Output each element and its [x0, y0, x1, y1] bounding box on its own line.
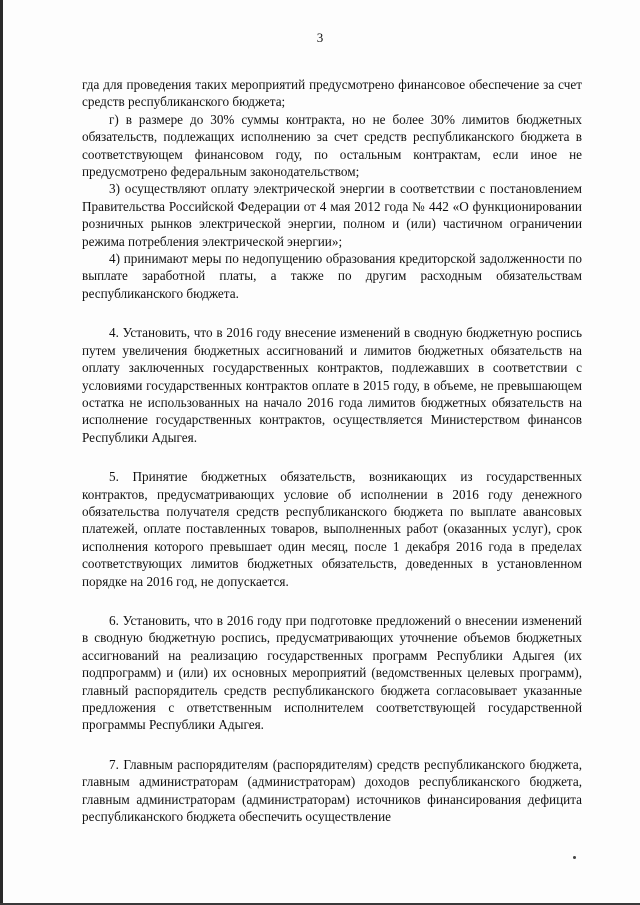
paragraph-section-4: 4. Установить, что в 2016 году внесение изменений в сводную бюджетную роспись путем увеличения бюджетных ассигнований и лимитов бюджетных обязательств на оплату заключенных государственных контрактов, подлежавших в соответствии с условиями государственных контрактов оплате в 2015 году, в объеме, не превышающем остатка не использованных на начало 2016 года лимитов бюджетных обязательств на исполнение государственных контрактов, осуществляется Министерством финансов Республики Адыгея. — [82, 325, 582, 445]
document-body — [82, 76, 582, 825]
page-number: 3 — [316, 30, 324, 45]
paragraph-section-5: 5. Принятие бюджетных обязательств, возникающих из государственных контрактов, предусматривающих условие об исполнении в 2016 году денежного обязательства получателя средств республиканского бюджета по выплате авансовых платежей, оплате поставленных товаров, выполненных работ (оказанных услуг), срок исполнения которого превышает один месяц, после 1 декабря 2016 года в пределах соответствующих лимитов бюджетных обязательств, доведенных в установленном порядке на 2016 год, не допускается. — [82, 469, 582, 589]
paragraph-section-7: 7. Главным распорядителям (распорядителям) средств республиканского бюджета, главным администраторам (администраторам) доходов республиканского бюджета, главным администраторам (администраторам) источников финансирования дефицита республиканского бюджета обеспечить осуществление — [82, 756, 582, 825]
paragraph-item-4: 4) принимают меры по недопущению образования кредиторской задолженности по выплате заработной платы, а также по другим расходным обязательствам республиканского бюджета. — [82, 251, 582, 301]
paragraph-item-g: г) в размере до 30% суммы контракта, но не более 30% лимитов бюджетных обязательств, подлежащих исполнению за счет средств республиканского бюджета в соответствующем финансовом году, по остальным контрактам, если иное не предусмотрено федеральным законодательством; — [82, 111, 582, 180]
scan-speck — [573, 856, 576, 859]
paragraph-gap — [82, 590, 582, 612]
paragraph-section-6: 6. Установить, что в 2016 году при подготовке предложений о внесении изменений в сводную бюджетную роспись, предусматривающих уточнение объемов бюджетных ассигнований на реализацию государственных программ Республики Адыгея (их подпрограмм) и (или) их основных мероприятий (ведомственных целевых программ), главный распорядитель средств республиканского бюджета согласовывает указанные предложения с ответственным исполнителем соответствующей государственной программы Республики Адыгея. — [82, 612, 582, 733]
paragraph-gap — [82, 734, 582, 756]
scan-left-edge — [0, 0, 3, 905]
paragraph-item-3: 3) осуществляют оплату электрической энергии в соответствии с постановлением Правительства Российской Федерации от 4 мая 2012 года № 442 «О функционировании розничных рынков электрической энергии, полном и (или) частичном ограничении режима потребления электрической энергии»; — [82, 181, 582, 249]
paragraph-continuation: гда для проведения таких мероприятий предусмотрено финансовое обеспечение за счет средств республиканского бюджета; — [82, 77, 582, 110]
paragraph-gap — [82, 446, 582, 468]
paragraph-gap — [82, 302, 582, 324]
